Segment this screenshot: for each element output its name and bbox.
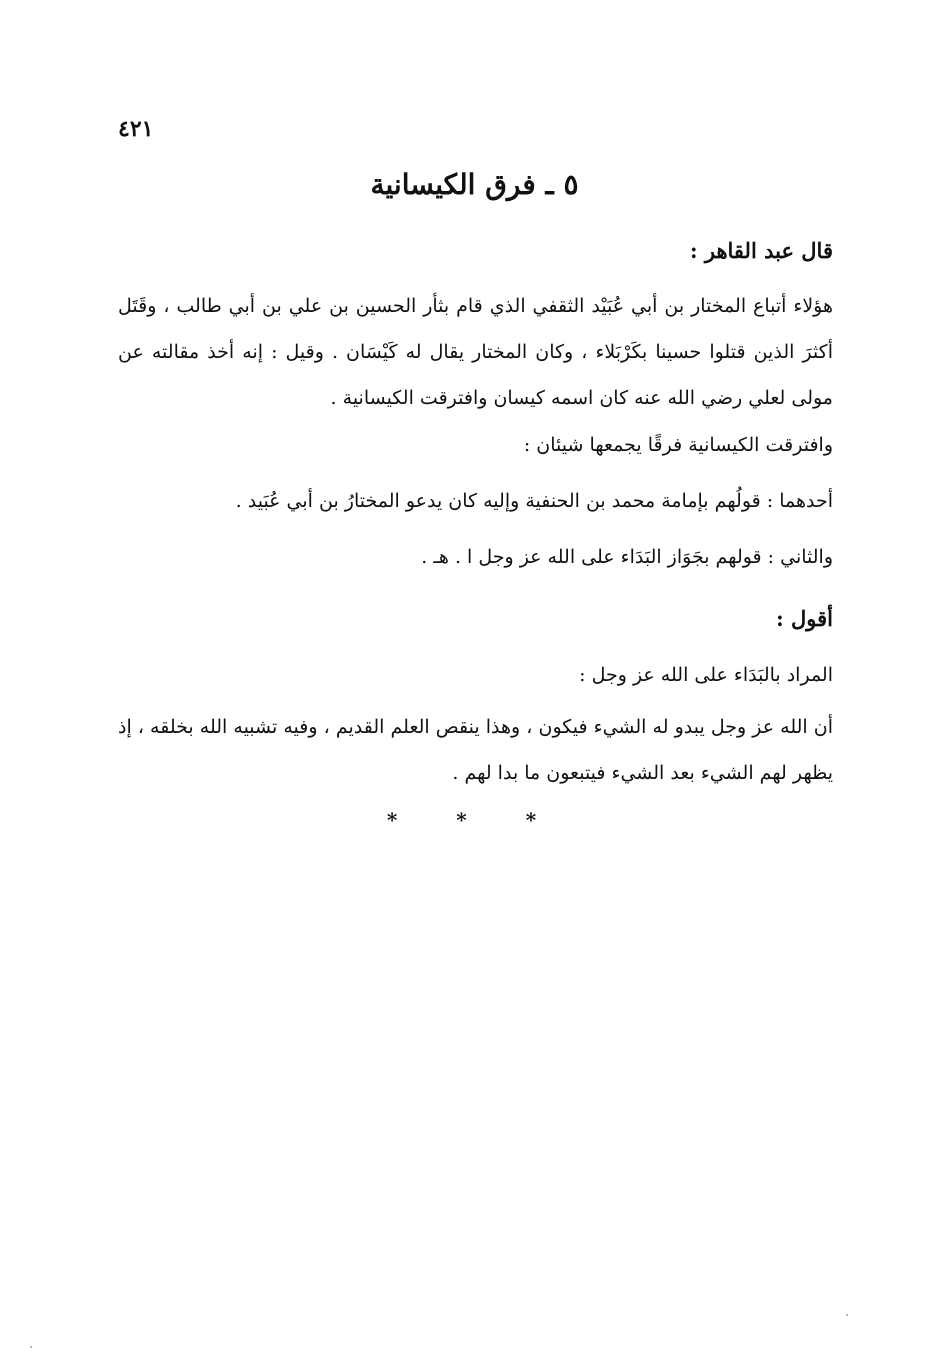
scan-speck: [30, 1346, 32, 1348]
paragraph-second-belief: والثاني : قولهم بجَوَاز البَدَاء على الله عز وجل ا . هـ .: [421, 546, 833, 568]
paragraph-sects: وافترقت الكيسانية فرقًا يجمعها شيئان :: [523, 434, 833, 456]
paragraph-intro: هؤلاء أتباع المختار بن أبي عُبَيْد الثقفي الذي قام بثأر الحسين بن علي بن أبي طالب ، وقَتَل أكثرَ الذين قتلوا حسينا بكَرْبَلاء ، وكان المختار يقال له كَيْسَان . وقيل : إنه أخذ مقالته عن مولى لعلي رضي الله عنه كان اسمه كيسان وافترقت الكيسانية .: [118, 295, 833, 409]
page-number: ٤٢١: [118, 116, 154, 142]
commentary-heading: أقول :: [775, 606, 833, 631]
paragraph-badaa-definition: المراد بالبَدَاء على الله عز وجل :: [579, 664, 833, 686]
chapter-title: ٥ ـ فرق الكيسانية: [370, 168, 579, 201]
paragraph-badaa-explanation: أن الله عز وجل يبدو له الشيء فيكون ، وهذا ينقص العلم القديم ، وفيه تشبيه الله بخلقه ، إذ يظهر لهم الشيء بعد الشيء فيتبعون ما بدا لهم .: [118, 716, 833, 784]
paragraph-first-belief: أحدهما : قولُهم بإمامة محمد بن الحنفية وإليه كان يدعو المختارُ بن أبي عُبَيد .: [235, 490, 833, 512]
scan-speck: [846, 1314, 848, 1316]
speaker-heading: قال عبد القاهر :: [689, 238, 833, 263]
section-separator: * * *: [386, 808, 563, 832]
